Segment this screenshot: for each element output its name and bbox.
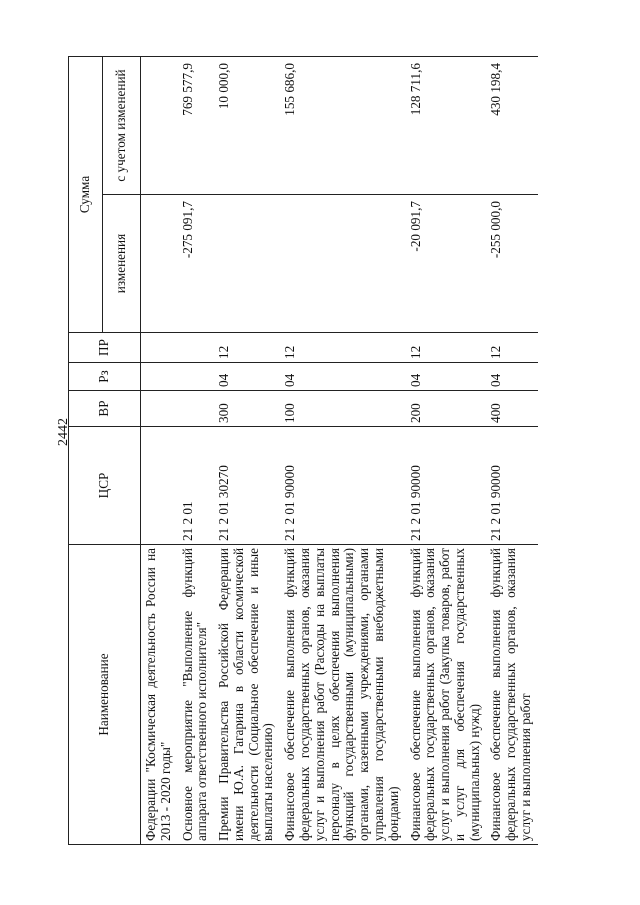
- header-with-changes: с учетом изменений: [103, 57, 141, 195]
- row-csr: [141, 427, 178, 545]
- table-row: [178, 57, 215, 845]
- row-change: -275 091,7: [178, 195, 215, 333]
- row-change: [141, 195, 178, 333]
- row-rz: 04: [214, 363, 280, 391]
- row-csr: 21 2 01: [178, 427, 215, 545]
- row-total: 430 198,4: [486, 57, 537, 195]
- header-pr: ПР: [69, 333, 141, 363]
- row-change: [214, 195, 280, 333]
- row-vr: [141, 391, 178, 427]
- table-row: [406, 57, 487, 845]
- row-total: 155 686,0: [280, 57, 405, 195]
- table-row: [141, 57, 178, 845]
- row-rz: 04: [406, 363, 487, 391]
- row-total: 769 577,9: [178, 57, 215, 195]
- row-pr: 12: [486, 333, 537, 363]
- table-body: [141, 57, 538, 845]
- header-changes: изменения: [103, 195, 141, 333]
- row-change: [280, 195, 405, 333]
- row-vr: 100: [280, 391, 405, 427]
- row-name: Премии Правительства Российской Федерации имени Ю.А. Гагарина в области космической деятельности (Социальное обеспечение и иные выплаты населению): [214, 545, 280, 845]
- row-vr: 200: [406, 391, 487, 427]
- header-rz: Рз: [69, 363, 141, 391]
- row-csr: 21 2 01 90000: [280, 427, 405, 545]
- row-pr: 12: [280, 333, 405, 363]
- row-name: Финансовое обеспечение выполнения функций федеральных государственных органов, оказания услуг и выполнения работ (Закупка товаров, работ и услуг для обеспечения государственных (муниципальных) нужд): [406, 545, 487, 845]
- row-vr: 300: [214, 391, 280, 427]
- table-header: [69, 57, 141, 845]
- row-rz: [178, 363, 215, 391]
- table-row: [214, 57, 280, 845]
- row-rz: 04: [280, 363, 405, 391]
- row-pr: [178, 333, 215, 363]
- row-pr: 12: [214, 333, 280, 363]
- row-name: Федерации "Космическая деятельность России на 2013 - 2020 годы": [141, 545, 178, 845]
- row-change: -255 000,0: [486, 195, 537, 333]
- row-vr: 400: [486, 391, 537, 427]
- header-name: Наименование: [69, 545, 141, 845]
- row-rz: [141, 363, 178, 391]
- row-csr: 21 2 01 90000: [486, 427, 537, 545]
- row-name: Основное мероприятие "Выполнение функций аппарата ответственного исполнителя": [178, 545, 215, 845]
- row-pr: [141, 333, 178, 363]
- row-csr: 21 2 01 30270: [214, 427, 280, 545]
- header-sum: Сумма: [69, 57, 103, 333]
- header-vr: ВР: [69, 391, 141, 427]
- row-name: Финансовое обеспечение выполнения функций федеральных государственных органов, оказания услуг и выполнения работ (Расходы на выплаты персоналу в целях обеспечения выполнения функций государственными (муниципальными) органами, казенными учреждениями, органами управления государственными внебюджетными фондами): [280, 545, 405, 845]
- row-total: [141, 57, 178, 195]
- row-total: 128 711,6: [406, 57, 487, 195]
- row-pr: 12: [406, 333, 487, 363]
- page-number: 2442: [56, 418, 71, 446]
- row-total: 10 000,0: [214, 57, 280, 195]
- row-csr: 21 2 01 90000: [406, 427, 487, 545]
- row-vr: [178, 391, 215, 427]
- rotated-page: [68, 57, 606, 845]
- row-name: Финансовое обеспечение выполнения функций федеральных государственных органов, оказания услуг и выполнения работ: [486, 545, 537, 845]
- table-row: [280, 57, 405, 845]
- row-rz: 04: [486, 363, 537, 391]
- table-row: [486, 57, 537, 845]
- header-csr: ЦСР: [69, 427, 141, 545]
- budget-table: [68, 56, 538, 845]
- row-change: -20 091,7: [406, 195, 487, 333]
